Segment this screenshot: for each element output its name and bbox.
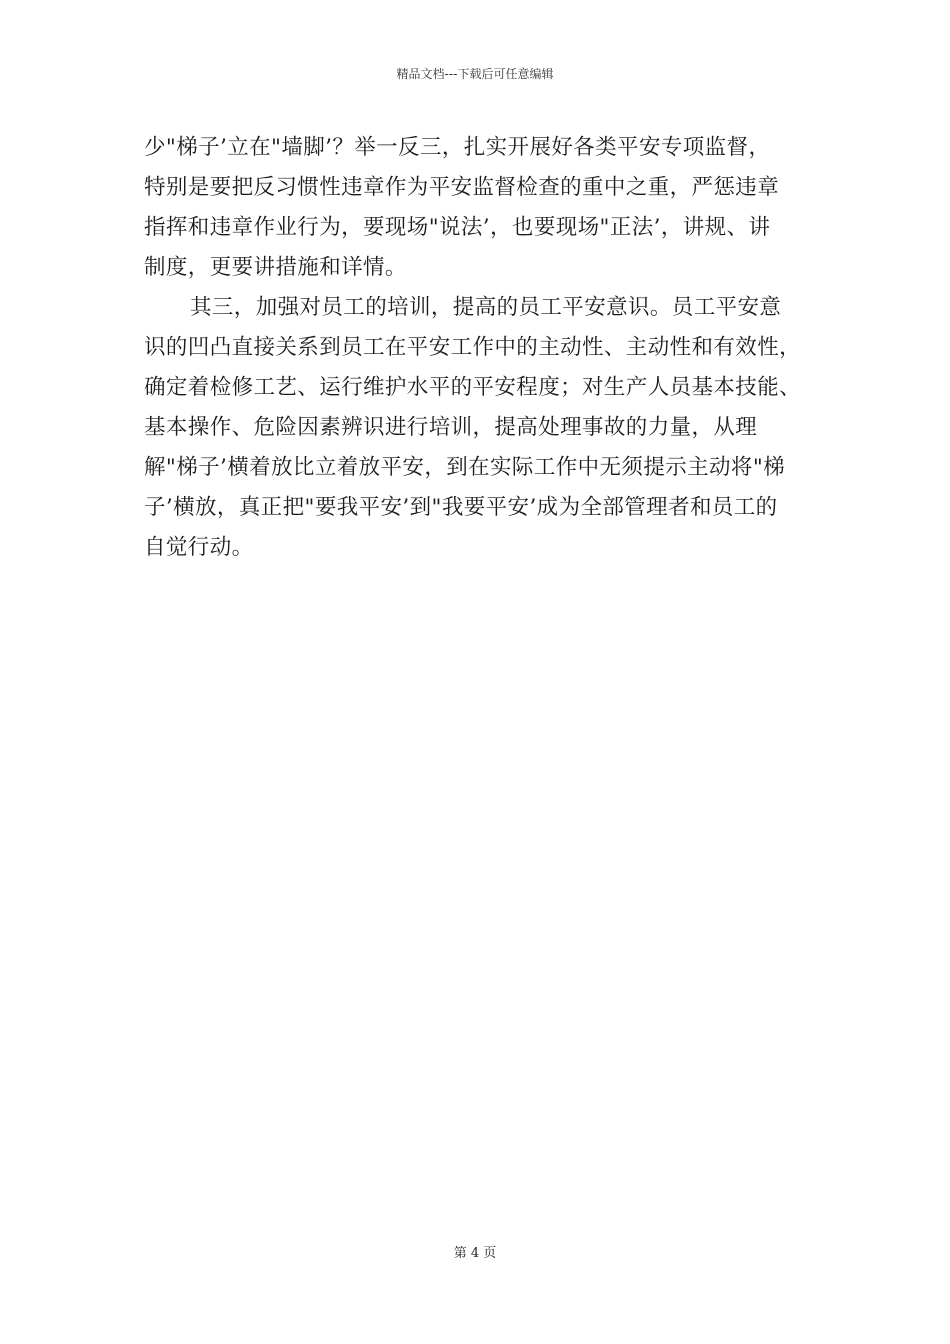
paragraph-2 [144, 288, 809, 568]
text-line: 少"梯子’立在"墙脚’？举一反三，扎实开展好各类平安专项监督， [144, 135, 771, 160]
text-line: 子’横放，真正把"要我平安’到"我要平安’成为全部管理者和员工的 [144, 495, 778, 520]
page-header: 精品文档---下载后可任意编辑 [396, 67, 554, 81]
document-body [144, 128, 809, 568]
paragraph-1 [144, 128, 809, 288]
page-number: 第 4 页 [453, 1246, 497, 1261]
text-line: 其三，加强对员工的培训，提高的员工平安意识。员工平安意 [190, 295, 782, 320]
text-line: 解"梯子’横着放比立着放平安，到在实际工作中无须提示主动将"梯 [144, 455, 786, 480]
text-line: 特别是要把反习惯性违章作为平安监督检查的重中之重，严惩违章 [144, 175, 780, 200]
text-line: 指挥和违章作业行为，要现场"说法’，也要现场"正法’，讲规、讲 [144, 215, 771, 240]
text-line: 基本操作、危险因素辨识进行培训，提高处理事故的力量，从理 [144, 415, 758, 440]
text-line: 确定着检修工艺、运行维护水平的平安程度；对生产人员基本技能、 [144, 375, 802, 400]
text-line: 自觉行动。 [144, 535, 254, 560]
text-line: 识的凹凸直接关系到员工在平安工作中的主动性、主动性和有效性， [144, 335, 802, 360]
text-line: 制度，更要讲措施和详情。 [144, 255, 407, 280]
